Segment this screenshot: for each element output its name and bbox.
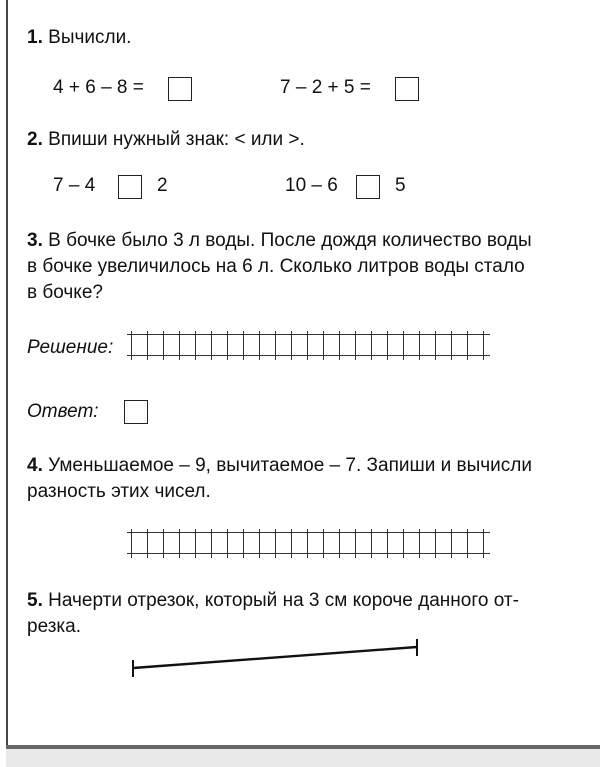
task1-expression-b: 7 – 2 + 5 = <box>280 77 371 98</box>
task1-title: Вычисли. <box>48 27 132 48</box>
task4-text-2: разность этих чисел. <box>27 481 211 502</box>
task3-text-2: в бочке увеличилось на 6 л. Сколько литров воды стало <box>27 256 525 277</box>
task2-left-a: 7 – 4 <box>53 175 96 196</box>
answer-label: Ответ: <box>27 401 99 422</box>
given-segment <box>133 647 417 668</box>
task1-number: 1. <box>27 27 43 48</box>
task1-expression-a: 4 + 6 – 8 = <box>53 77 144 98</box>
task3-text-3: в бочке? <box>27 282 103 303</box>
task5-text-1: Начерти отрезок, который на 3 см короче данного от- <box>48 590 519 611</box>
task5-number: 5. <box>27 590 43 611</box>
task3-number: 3. <box>27 230 43 251</box>
task2-title: Впиши нужный знак: < или >. <box>48 129 305 150</box>
solution-label: Решение: <box>27 337 114 358</box>
task4-number: 4. <box>27 455 43 476</box>
task2-left-b: 10 – 6 <box>285 175 338 196</box>
task2-right-b: 5 <box>395 175 406 196</box>
task5-text-2: резка. <box>27 616 82 637</box>
task4-text-1: Уменьшаемое – 9, вычитаемое – 7. Запиши и вычисли <box>48 455 532 476</box>
task2-right-a: 2 <box>157 175 168 196</box>
task2-number: 2. <box>27 129 43 150</box>
task3-text-1: В бочке было 3 л воды. После дождя количество воды <box>48 230 532 251</box>
